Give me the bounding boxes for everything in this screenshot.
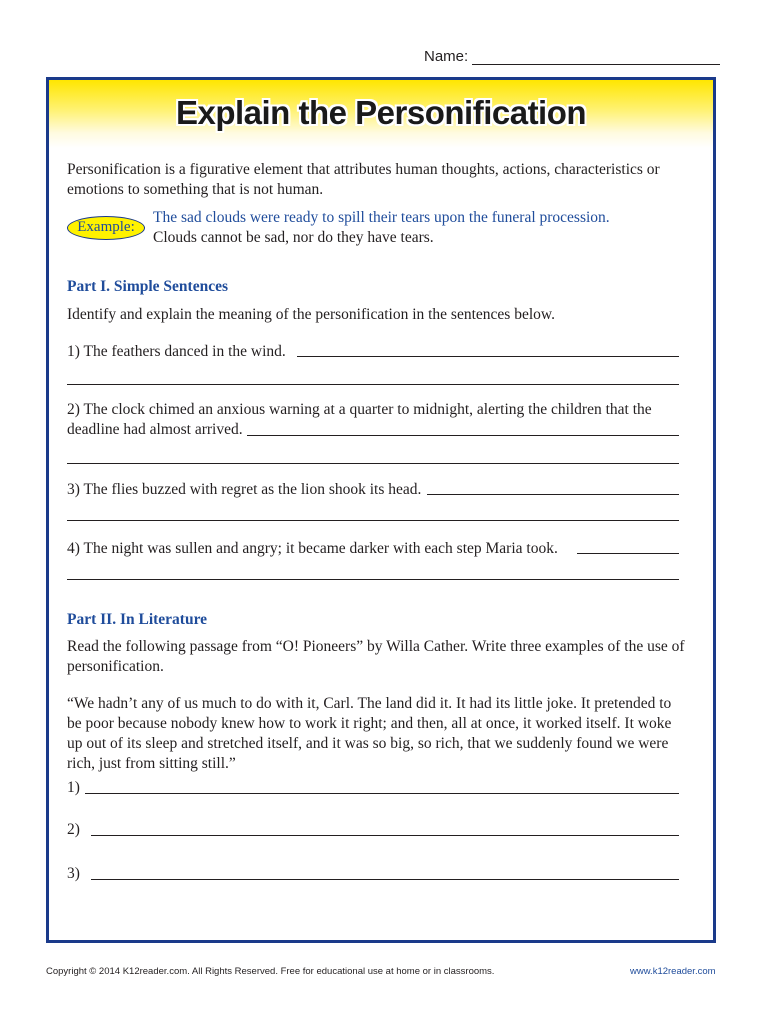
name-label: Name:: [424, 48, 469, 65]
passage-line-3: up out of its sleep and stretched itself, and it was so big, so rich, that we suddenly found we were: [67, 735, 669, 752]
intro-line-2: emotions to something that is not human.: [67, 181, 324, 198]
part1-instructions: Identify and explain the meaning of the personification in the sentences below.: [67, 306, 555, 323]
part1-item-2-line-2: deadline had almost arrived.: [67, 421, 243, 438]
example-explanation: Clouds cannot be sad, nor do they have tears.: [153, 229, 434, 246]
answer-label-1: 1): [67, 779, 80, 796]
answer-line[interactable]: [67, 384, 679, 385]
footer-copyright: Copyright © 2014 K12reader.com. All Rights Reserved. Free for educational use at home or in classrooms.: [46, 966, 495, 977]
footer-website-link[interactable]: www.k12reader.com: [630, 966, 716, 977]
intro-line-1: Personification is a figurative element that attributes human thoughts, actions, characteristics or: [67, 161, 660, 178]
answer-line[interactable]: [247, 435, 679, 436]
answer-line[interactable]: [577, 553, 679, 554]
answer-line[interactable]: [297, 356, 679, 357]
answer-line[interactable]: [427, 494, 679, 495]
name-input-line[interactable]: [472, 64, 720, 65]
example-sentence: The sad clouds were ready to spill their tears upon the funeral procession.: [153, 209, 610, 226]
worksheet-frame: [46, 77, 716, 943]
worksheet-title: Explain the Personification: [175, 94, 587, 131]
name-field[interactable]: [424, 46, 720, 68]
title-banner: [49, 80, 713, 148]
part2-heading: Part II. In Literature: [67, 611, 208, 628]
part1-heading: Part I. Simple Sentences: [67, 278, 229, 295]
answer-line[interactable]: [67, 463, 679, 464]
answer-line[interactable]: [91, 879, 679, 880]
passage-line-4: rich, just from sitting still.”: [67, 755, 236, 772]
passage-line-2: be poor because nobody knew how to work it right; and then, all at once, it worked itself. It woke: [67, 715, 672, 732]
answer-label-3: 3): [67, 865, 80, 882]
answer-line[interactable]: [67, 520, 679, 521]
part2-instructions-line-2: personification.: [67, 658, 164, 675]
passage-line-1: “We hadn’t any of us much to do with it, Carl. The land did it. It had its little joke. It pretended to: [67, 695, 672, 712]
part1-item-1: 1) The feathers danced in the wind.: [67, 343, 286, 360]
part1-item-4: 4) The night was sullen and angry; it became darker with each step Maria took.: [67, 540, 558, 557]
example-badge: Example:: [67, 216, 145, 240]
answer-label-2: 2): [67, 821, 80, 838]
answer-line[interactable]: [85, 793, 679, 794]
part2-instructions-line-1: Read the following passage from “O! Pioneers” by Willa Cather. Write three examples of the use of: [67, 638, 685, 655]
part1-item-2-line-1: 2) The clock chimed an anxious warning at a quarter to midnight, alerting the children that the: [67, 401, 652, 418]
part1-item-3: 3) The flies buzzed with regret as the lion shook its head.: [67, 481, 422, 498]
answer-line[interactable]: [67, 579, 679, 580]
answer-line[interactable]: [91, 835, 679, 836]
